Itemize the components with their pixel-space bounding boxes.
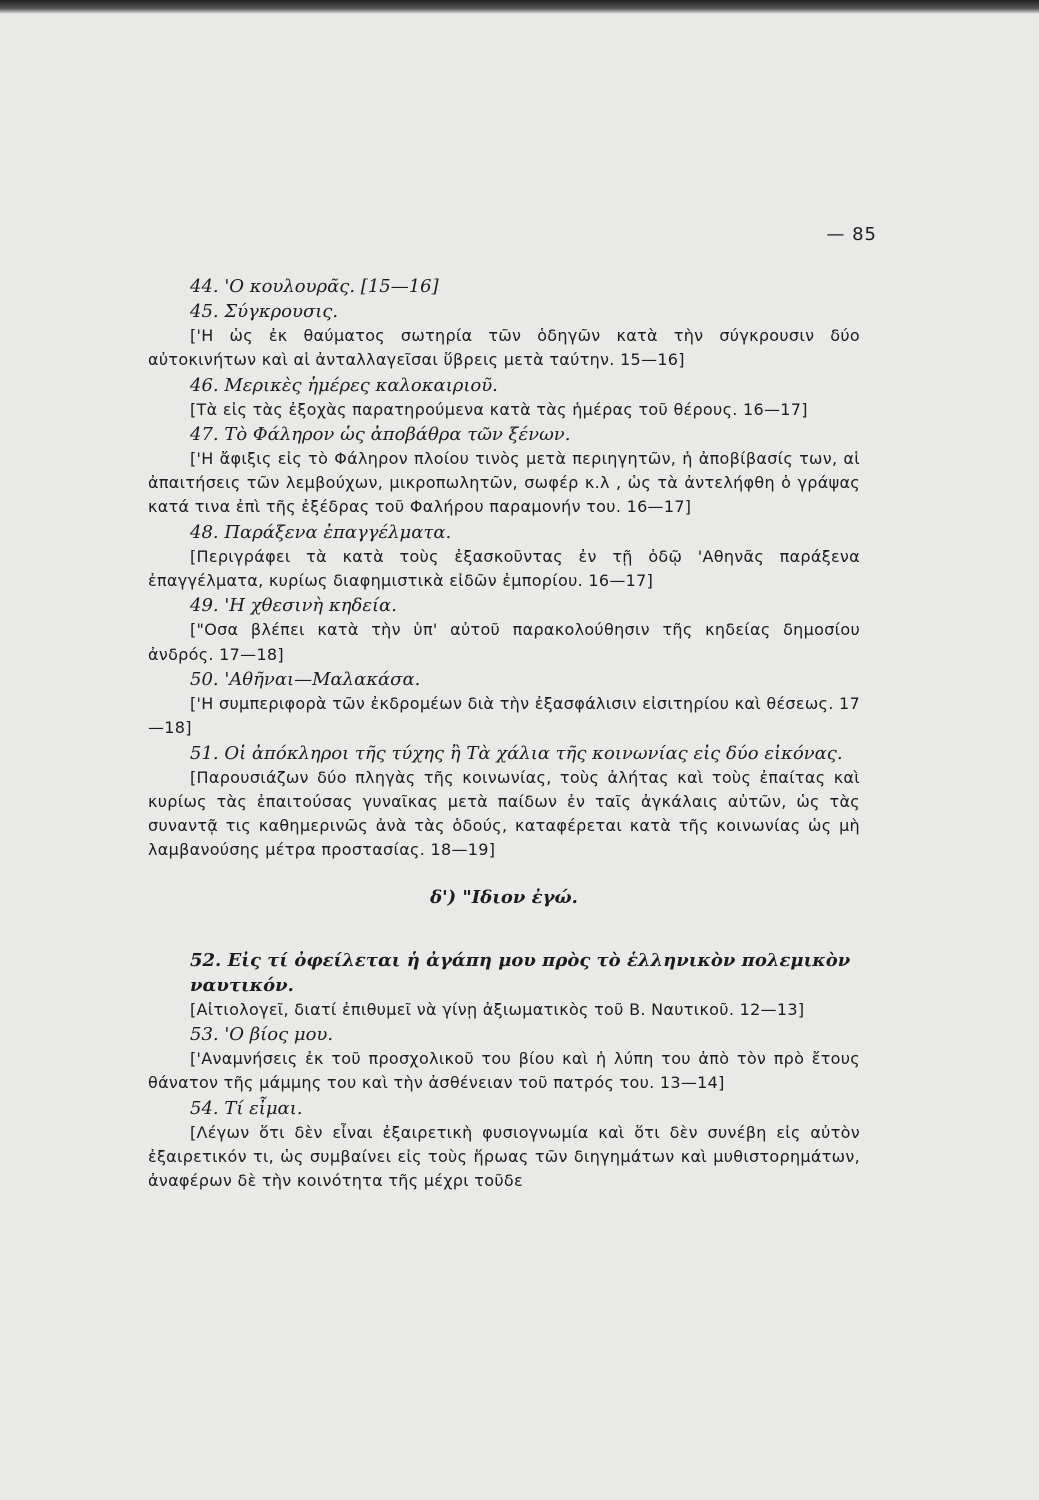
entry-description: ["Οσα βλέπει κατὰ τὴν ὑπ' αὐτοῦ παρακολούθησιν τῆς κηδείας δημοσίου ἀνδρός. 17—18] <box>148 620 860 664</box>
entry-description: [Τὰ εἰς τὰς ἐξοχὰς παρατηρούμενα κατὰ τὰς ἡμέρας τοῦ θέρους. 16—17] <box>190 399 808 419</box>
entry-48 <box>148 520 860 594</box>
entry-title: 50. 'Αθῆναι—Μαλακάσα. <box>190 668 421 690</box>
entry-52 <box>148 948 860 1022</box>
section-heading: δ') "Ιδιον ἐγώ. <box>430 886 578 908</box>
entry-51 <box>148 741 860 863</box>
entry-title: 51. Οἱ ἀπόκληροι τῆς τύχης ἢ Τὰ χάλια τῆς κοινωνίας εἰς δύο εἰκόνας. <box>190 742 843 764</box>
entry-47 <box>148 422 860 520</box>
entry-description: ['Η ὡς ἐκ θαύματος σωτηρία τῶν ὁδηγῶν κατὰ τὴν σύγκρουσιν δύο αὐτοκινήτων καὶ αἱ ἀνταλλαγεῖσαι ὕβρεις μετὰ ταύτην. 15—16] <box>148 326 860 370</box>
entry-title: 47. Τὸ Φάληρον ὡς ἀποβάθρα τῶν ξένων. <box>190 423 571 445</box>
entry-title: 46. Μερικὲς ἡμέρες καλοκαιριοῦ. <box>190 374 498 396</box>
page-number: — 85 <box>826 224 877 245</box>
entry-46 <box>148 373 860 422</box>
entry-title: 54. Τί εἶμαι. <box>190 1097 303 1119</box>
entry-title: 44. 'Ο κουλουρᾶς. [15—16] <box>190 276 439 297</box>
entry-title: 48. Παράξενα ἐπαγγέλματα. <box>190 521 452 543</box>
entry-description: [Λέγων ὅτι δὲν εἶναι ἐξαιρετικὴ φυσιογνωμία καὶ ὅτι δὲν συνέβη εἰς αὐτὸν ἐξαιρετικόν τι, ὡς συμβαίνει εἰς τοὺς ἥρωας τῶν διηγημάτων καὶ μυθιστορημάτων, ἀναφέρων δὲ τὴν κοινότητα τῆς μέχρι τοῦδε <box>148 1122 860 1191</box>
entry-50 <box>148 667 860 741</box>
entry-title: 49. 'Η χθεσινὴ κηδεία. <box>190 595 397 617</box>
entry-54 <box>148 1096 860 1194</box>
entry-title: 52. Εἰς τί ὀφείλεται ἡ ἀγάπη μου πρὸς τὸ ἑλληνικὸν πολεμικὸν ναυτικόν. <box>190 949 851 996</box>
entry-45 <box>148 299 860 373</box>
entry-title: 45. Σύγκρουσις. <box>190 301 339 322</box>
entry-description: ['Αναμνήσεις ἐκ τοῦ προσχολικοῦ του βίου καὶ ἡ λύπη του ἀπὸ τὸν πρὸ ἔτους θάνατον τῆς μάμμης του καὶ τὴν ἀσθένειαν τοῦ πατρός του. 13—14] <box>148 1049 860 1093</box>
page-content <box>148 274 860 1194</box>
entry-49 <box>148 593 860 667</box>
scan-top-edge <box>0 0 1039 14</box>
entry-description: [Παρουσιάζων δύο πληγὰς τῆς κοινωνίας, τοὺς ἀλήτας καὶ τοὺς ἐπαίτας καὶ κυρίως τὰς ἐπαιτούσας γυναῖκας μετὰ παίδων ἐν ταῖς ἀγκάλαις αὐτῶν, ὡς τὰς συναντᾷ τις καθημερινῶς ἀνὰ τὰς ὁδούς, καταφέρεται κατὰ τῆς κοινωνίας ὡς μὴ λαμβανούσης μέτρα προστασίας. 18—19] <box>148 767 860 860</box>
entry-description: [Περιγράφει τὰ κατὰ τοὺς ἐξασκοῦντας ἐν τῇ ὁδῷ 'Αθηνᾶς παράξενα ἐπαγγέλματα, κυρίως διαφημιστικὰ εἰδῶν ἐμπορίου. 16—17] <box>148 546 860 591</box>
entry-44 <box>148 274 860 299</box>
entry-description: ['Η ἄφιξις εἰς τὸ Φάληρον πλοίου τινὸς μετὰ περιηγητῶν, ἡ ἀποβίβασίς των, αἱ ἀπαιτήσεις τῶν λεμβούχων, μικροπωλητῶν, σωφέρ κ.λ , ὡς τὰ ἀντελήφθη ὁ γράψας κατά τινα ἐπὶ τῆς ἐξέδρας τοῦ Φαλήρου παραμονήν του. 16—17] <box>148 448 860 517</box>
entry-title: 53. 'Ο βίος μου. <box>190 1024 334 1046</box>
entry-description: [Αἰτιολογεῖ, διατί ἐπιθυμεῖ νὰ γίνῃ ἀξιωματικὸς τοῦ Β. Ναυτικοῦ. 12—13] <box>190 999 805 1019</box>
entry-53 <box>148 1022 860 1096</box>
entry-description: ['Η συμπεριφορὰ τῶν ἐκδρομέων διὰ τὴν ἐξασφάλισιν εἰσιτηρίου καὶ θέσεως. 17—18] <box>148 693 860 738</box>
